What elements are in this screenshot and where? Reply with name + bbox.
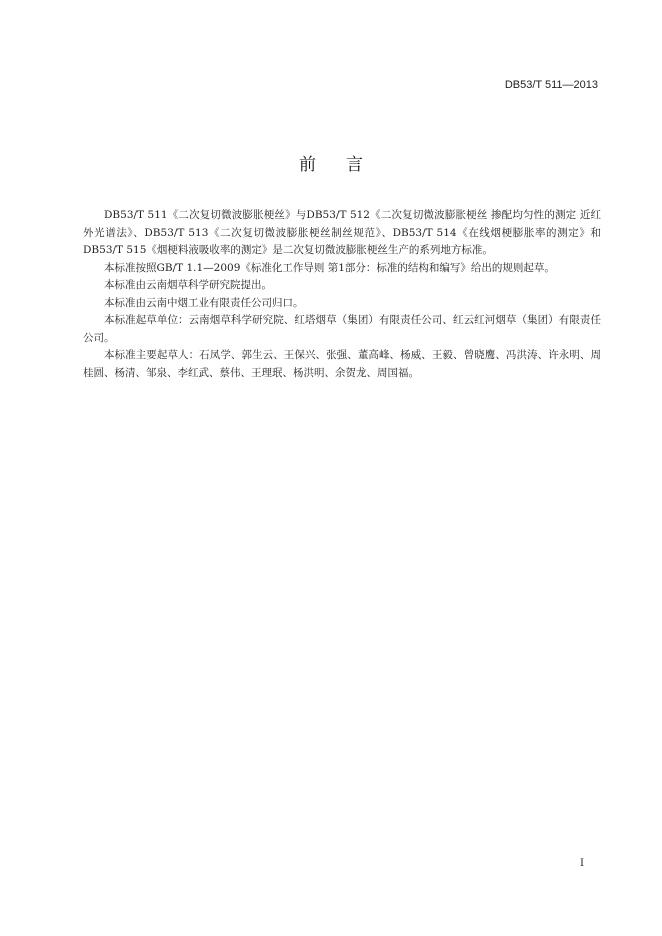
paragraph-series-standards: DB53/T 511《二次复切微波膨胀梗丝》与DB53/T 512《二次复切微波膨胀梗丝 掺配均匀性的测定 近红外光谱法》、DB53/T 513《二次复切微波膨胀梗丝制丝规范》、DB53/T 514《在线烟梗膨胀率的测定》和DB53/T 515《烟梗料液吸收率的测定》是二次复切微波膨胀梗丝生产的系列地方标准。	[83, 209, 601, 256]
foreword-body	[83, 207, 601, 382]
paragraph-centralized-by: 本标准由云南中烟工业有限责任公司归口。	[104, 296, 304, 309]
paragraph-drafting-units: 本标准起草单位：云南烟草科学研究院、红塔烟草（集团）有限责任公司、红云红河烟草（集团）有限责任公司。	[83, 314, 601, 344]
page-title: 前言	[299, 155, 393, 175]
paragraph-proposed-by: 本标准由云南烟草科学研究院提出。	[104, 279, 272, 291]
paragraph-main-drafters: 本标准主要起草人：石凤学、郭生云、王保兴、张强、董高峰、杨威、王毅、曾晓鹰、冯洪涛、许永明、周桂圆、杨清、邹泉、李红武、蔡伟、王理珉、杨洪明、余贺龙、周国福。	[83, 349, 601, 379]
paragraph-drafting-rules: 本标准按照GB/T 1.1—2009《标准化工作导则 第1部分：标准的结构和编写》给出的规则起草。	[104, 261, 555, 274]
document-code: DB53/T 511—2013	[504, 79, 598, 91]
page-number: I	[580, 858, 584, 869]
